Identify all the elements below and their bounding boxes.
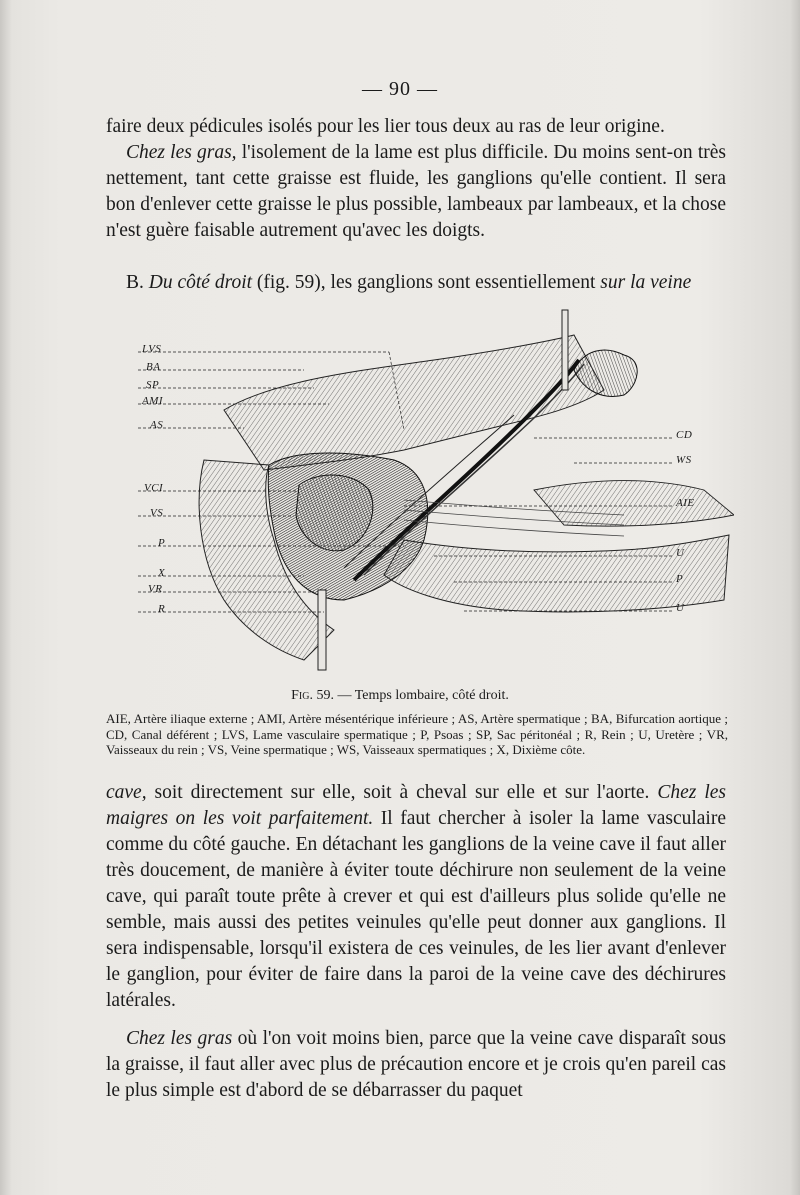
figure-label-ba: BA (146, 361, 161, 373)
bottom-paragraph-2-text: où l'on voit moins bien, parce que la veine cave disparaît sous la graisse, il faut aller avec plus de précaution encore et je crois qu'en pareil cas le plus simple est d'abord de se débarrasser du paquet (106, 1028, 727, 1101)
figure-label-x: X (158, 567, 166, 579)
figure-label-vr: VR (148, 583, 163, 595)
top-paragraph-3 (106, 270, 726, 296)
bottom-paragraph-1-italic-2: Chez les maigres on les voit parfaitement. (106, 782, 726, 829)
top-paragraph-1-text: faire deux pédicules isolés pour les lier tous deux au ras de leur origine. (106, 116, 665, 137)
figure-label-vci: VCI (144, 482, 164, 494)
figure-label-vs: VS (150, 507, 164, 519)
figure-label-ws: WS (676, 454, 692, 466)
figure-label-sp: SP (146, 379, 160, 391)
figure-label-r: R (158, 603, 166, 615)
bottom-paragraph-2-italic: Chez les gras (126, 1028, 233, 1049)
figure-label-lvs: LVS (142, 343, 162, 355)
top-paragraph-3-italic-2: sur la veine (600, 272, 692, 293)
bottom-paragraph-1-mid: soit directement sur elle, soit à cheval sur elle et sur l'aorte. (146, 782, 658, 803)
figure-label-aie: AIE (676, 497, 695, 509)
figure-caption-prefix: Fig. 59. (291, 688, 334, 703)
figure-label-u-1: U (676, 547, 685, 559)
top-paragraph-3-italic-1: Du côté droit (148, 272, 253, 293)
figure-label-p-right: P (676, 573, 684, 585)
top-paragraph-2-text: l'isolement de la lame est plus difficile. Du moins sent-on très nettement, tant cette graisse est fluide, les ganglions qu'elle contient. Il sera bon d'enlever cette graisse le plus possible, lambeaux par lambeaux, et la chose n'est guère faisable autrement qu'avec les doigts. (106, 142, 726, 241)
top-paragraph-3-mid: (fig. 59), les ganglions sont essentiellement (252, 272, 601, 293)
top-paragraph-1 (106, 114, 726, 140)
anatomical-figure (104, 300, 734, 680)
figure-label-u-2: U (676, 602, 685, 614)
figure-label-cd: CD (676, 429, 693, 441)
bottom-paragraph-1 (106, 780, 726, 1014)
figure-label-ami: AMI (142, 395, 164, 407)
bottom-paragraph-2 (106, 1026, 726, 1104)
bottom-paragraph-1-text: Il faut chercher à isoler la lame vasculaire comme du côté gauche. En détachant les ganglions de la veine cave il faut aller très doucement, de manière à éviter toute déchirure non seulement de la veine cave, qui paraît toute prête à crever et qui est d'ailleurs plus solide qu'elle ne semble, mais aussi des petites veinules qu'elle peut donner aux ganglions. Il sera indispensable, lorsqu'il existera de ces veinules, de les lier avant d'enlever le ganglion, pour éviter de faire dans la paroi de la veine cave des déchirures latérales. (106, 808, 726, 1011)
figure-caption (0, 688, 800, 704)
bottom-paragraph-1-italic-1: cave, (106, 782, 147, 803)
figure-engraving (104, 300, 734, 680)
top-paragraph-2 (106, 140, 726, 244)
top-paragraph-2-italic: Chez les gras, (126, 142, 237, 163)
page-number: — 90 — (362, 78, 438, 100)
figure-label-p-left: P (158, 537, 166, 549)
figure-label-as: AS (150, 419, 164, 431)
top-paragraph-3-lead: B. (126, 272, 149, 293)
figure-caption-text: — Temps lombaire, côté droit. (333, 688, 509, 703)
figure-legend: AIE, Artère iliaque externe ; AMI, Artère mésentérique inférieure ; AS, Artère spermatique ; BA, Bifurcation aortique ; CD, Canal déférent ; LVS, Lame vasculaire spermatique ; P, Psoas ; SP, Sac péritonéal ; R, Rein ; U, Uretère ; VR, Vaisseaux du rein ; VS, Veine spermatique ; WS, Vaisseaux spermatiques ; X, Dixième côte. (106, 711, 728, 757)
